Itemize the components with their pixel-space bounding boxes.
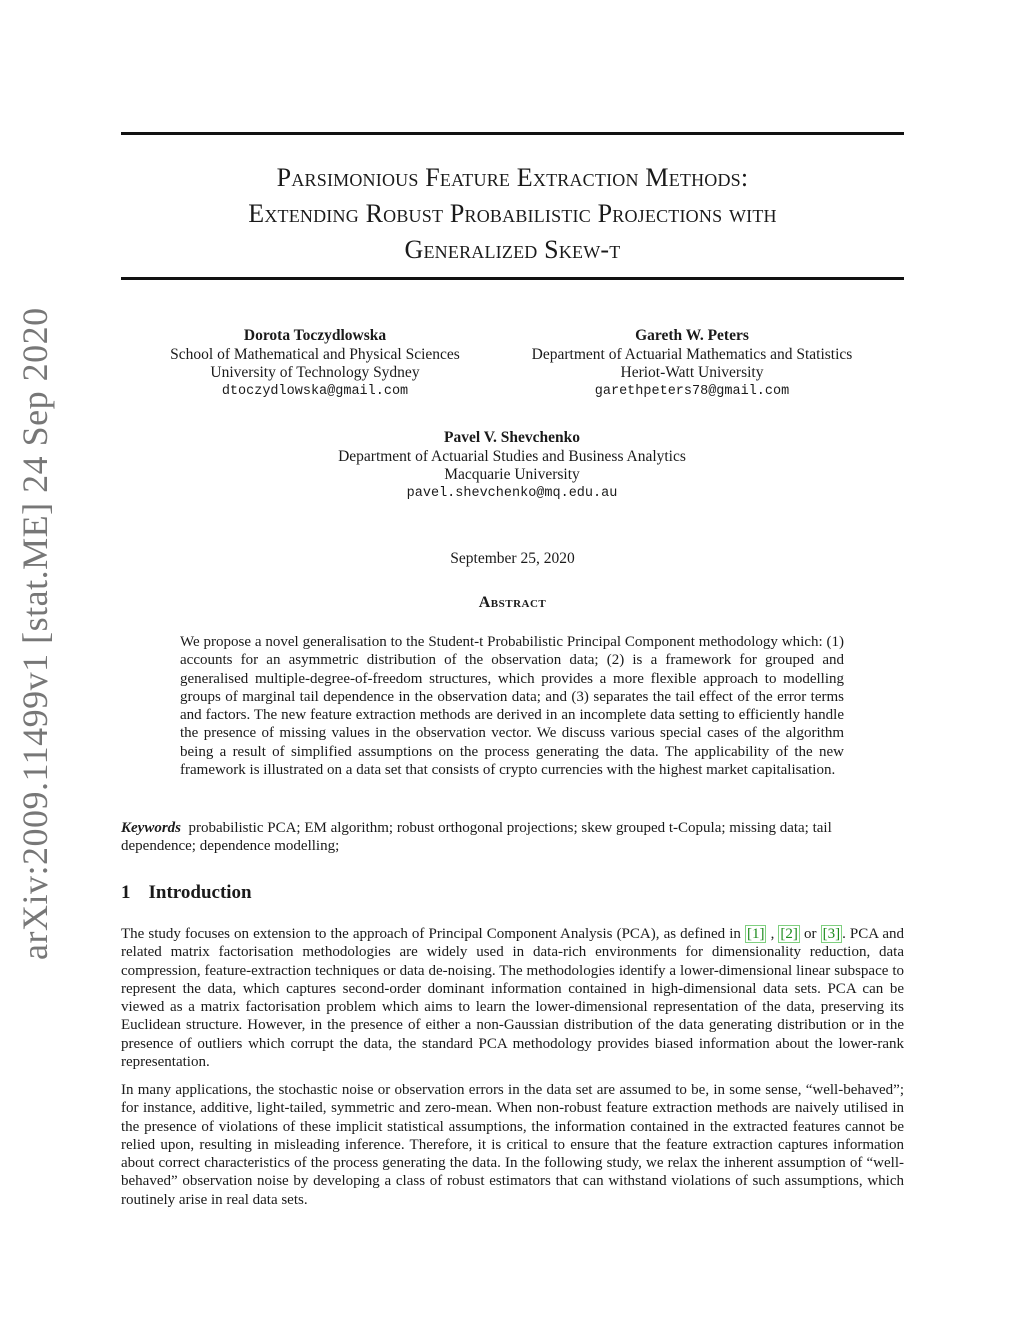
paper-title [121, 160, 904, 268]
title-line-1: Parsimonious Feature Extraction Methods: [276, 163, 749, 192]
paragraph-text: or [799, 926, 821, 942]
paragraph-text: , [766, 926, 779, 942]
author-department: School of Mathematical and Physical Sciences [170, 345, 460, 363]
top-rule [121, 132, 904, 135]
paragraph-text: The study focuses on extension to the approach of Principal Component Analysis (PCA), as defined in [121, 926, 745, 942]
title-line-2: Extending Robust Probabilistic Projections with [248, 199, 777, 228]
keywords-label: Keywords [121, 820, 181, 836]
author-email[interactable]: pavel.shevchenko@mq.edu.au [406, 485, 618, 501]
author-block-1 [130, 327, 500, 401]
author-block-2 [502, 327, 882, 401]
author-email[interactable]: garethpeters78@gmail.com [594, 383, 790, 399]
keywords [121, 819, 904, 856]
author-name: Pavel V. Shevchenko [444, 429, 580, 446]
abstract-text: We propose a novel generalisation to the Student-t Probabilistic Principal Component methodology which: (1) accounts for an asymmetric distribution of the observation data; (2) is a framework for grouped and generalised multiple-degree-of-freedom structures, which provides a more flexible approach to modelling groups of marginal tail dependence in the observation data; and (3) separates the tail effect of the error terms and factors. The new feature extraction methods are derived in an incomplete data setting to efficiently handle the presence of missing values in the observation vector. We discuss various special cases of the algorithm being a result of simplified assumptions on the process generating the data. The applicability of the new framework is illustrated on a data set that consists of crypto currencies with the highest market capitalisation. [180, 634, 844, 779]
author-university: University of Technology Sydney [210, 364, 420, 381]
author-department: Department of Actuarial Studies and Business Analytics [338, 447, 686, 465]
citation-link[interactable]: [1] [746, 926, 765, 942]
section-heading [121, 882, 252, 904]
author-university: Macquarie University [444, 466, 580, 483]
intro-paragraph-2: In many applications, the stochastic noise or observation errors in the data set are assumed to be, in some sense, “well-behaved”; for instance, additive, light-tailed, symmetric and zero-mean. When non-robust feature extraction methods are naively utilised in the presence of violations of these implicit statistical assumptions, the information contained in the extracted features cannot be relied upon, resulting in misleading inference. Therefore, it is critical to ensure that the feature extraction captures information about correct characteristics of the process generating the data. In the following study, we relax the inherent assumption of “well-behaved” observation noise by developing a class of robust estimators that can withstand violations of such assumptions, which routinely arise in real data sets. [121, 1082, 904, 1208]
author-name: Gareth W. Peters [635, 327, 749, 344]
author-university: Heriot-Watt University [620, 364, 764, 381]
abstract-heading: Abstract [478, 594, 547, 611]
section-title: Introduction [148, 882, 252, 903]
citation-link[interactable]: [3] [822, 926, 841, 942]
author-name: Dorota Toczydlowska [243, 327, 387, 344]
arxiv-identifier: arXiv:2009.11499v1 [stat.ME] 24 Sep 2020 [15, 307, 55, 960]
citation-link[interactable]: [2] [780, 926, 798, 942]
bottom-rule [121, 277, 904, 280]
publication-date: September 25, 2020 [450, 550, 575, 567]
paragraph-text: . PCA and related matrix factorisation methodologies are widely used in data-rich environments for dimensionality reduction, data compression, feature-extraction techniques or data de-noising. The methodologies identify a lower-dimensional linear subspace to represent the data, which captures second-order dominant information contained in high-dimensional data sets. PCA can be viewed as a matrix factorisation problem which aims to learn the lower-dimensional representation of the data, preserving its Euclidean structure. However, in the presence of either a non-Gaussian distribution of the data generating distribution or in the presence of outliers which corrupt the data, the standard PCA methodology provides biased information about the lower-rank representation. [121, 926, 905, 1071]
keywords-text: probabilistic PCA; EM algorithm; robust orthogonal projections; skew grouped t-Copula; missing data; tail dependence; dependence modelling; [121, 820, 832, 855]
title-line-3: Generalized Skew-t [404, 235, 621, 264]
author-block-3 [262, 429, 762, 503]
section-number: 1 [121, 882, 131, 903]
author-department: Department of Actuarial Mathematics and Statistics [531, 345, 853, 363]
intro-paragraph-1 [121, 925, 904, 1071]
author-email[interactable]: dtoczydlowska@gmail.com [221, 383, 409, 399]
